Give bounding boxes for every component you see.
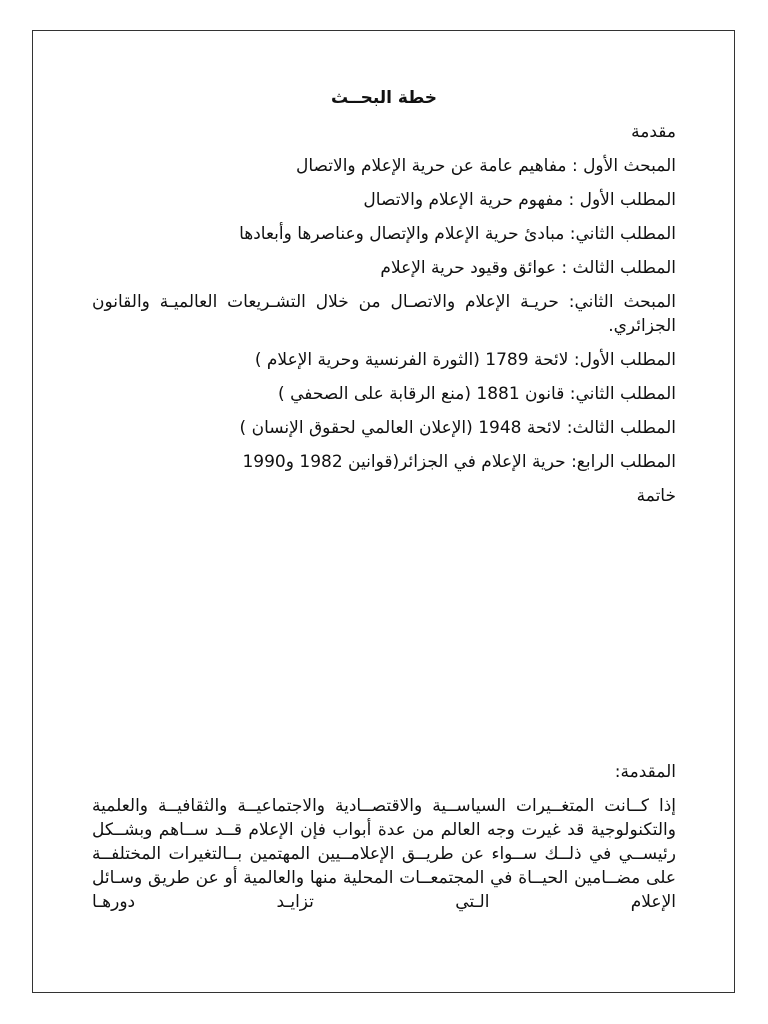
research-plan: [92, 86, 676, 518]
introduction-heading: المقدمة:: [614, 762, 676, 782]
toc-item-chapter-1: المبحث الأول : مفاهيم عامة عن حرية الإعلام والاتصال: [296, 156, 676, 176]
introduction-paragraph: إذا كــانت المتغــيرات السياســية والاقتصــادية والاجتماعيــة والثقافيــة والعلمية والتكنولوجية قد غيرت وجه العالم من عدة أبواب فإن الإعلام قــد ســاهم وبشــكل رئيســي في ذلــك ســواء عن طريــق الإعلامــيين المهتمين بــالتغيرات المختلفــة على مضــامين الحيــاة في المجتمعــات المحلية منها والعالمية أو عن طريق وسـائل الإعلام الـتي تزايـد دورهـا: [92, 796, 676, 912]
toc-item-section-1-3: المطلب الثالث : عوائق وقيود حرية الإعلام: [380, 258, 676, 278]
toc-item-chapter-2: المبحث الثاني: حريـة الإعلام والاتصـال من خلال التشـريعات العالميـة والقانون الجزائري.: [92, 292, 676, 336]
toc-item-intro: مقدمة: [631, 122, 676, 142]
document-title: خطة البحــث: [330, 88, 438, 108]
toc-item-conclusion: خاتمة: [636, 486, 676, 506]
toc-item-section-1-2: المطلب الثاني: مبادئ حرية الإعلام والإتصال وعناصرها وأبعادها: [239, 224, 676, 244]
introduction-section: [92, 760, 676, 914]
toc-item-section-2-3: المطلب الثالث: لائحة 1948 (الإعلان العالمي لحقوق الإنسان ): [239, 418, 676, 438]
toc-item-section-1-1: المطلب الأول : مفهوم حرية الإعلام والاتصال: [363, 190, 676, 210]
toc-item-section-2-1: المطلب الأول: لائحة 1789 (الثورة الفرنسية وحرية الإعلام ): [254, 350, 676, 370]
toc-item-section-2-4: المطلب الرابع: حرية الإعلام في الجزائر(قوانين 1982 و1990: [242, 452, 676, 472]
toc-item-section-2-2: المطلب الثاني: قانون 1881 (منع الرقابة على الصحفي ): [278, 384, 676, 404]
